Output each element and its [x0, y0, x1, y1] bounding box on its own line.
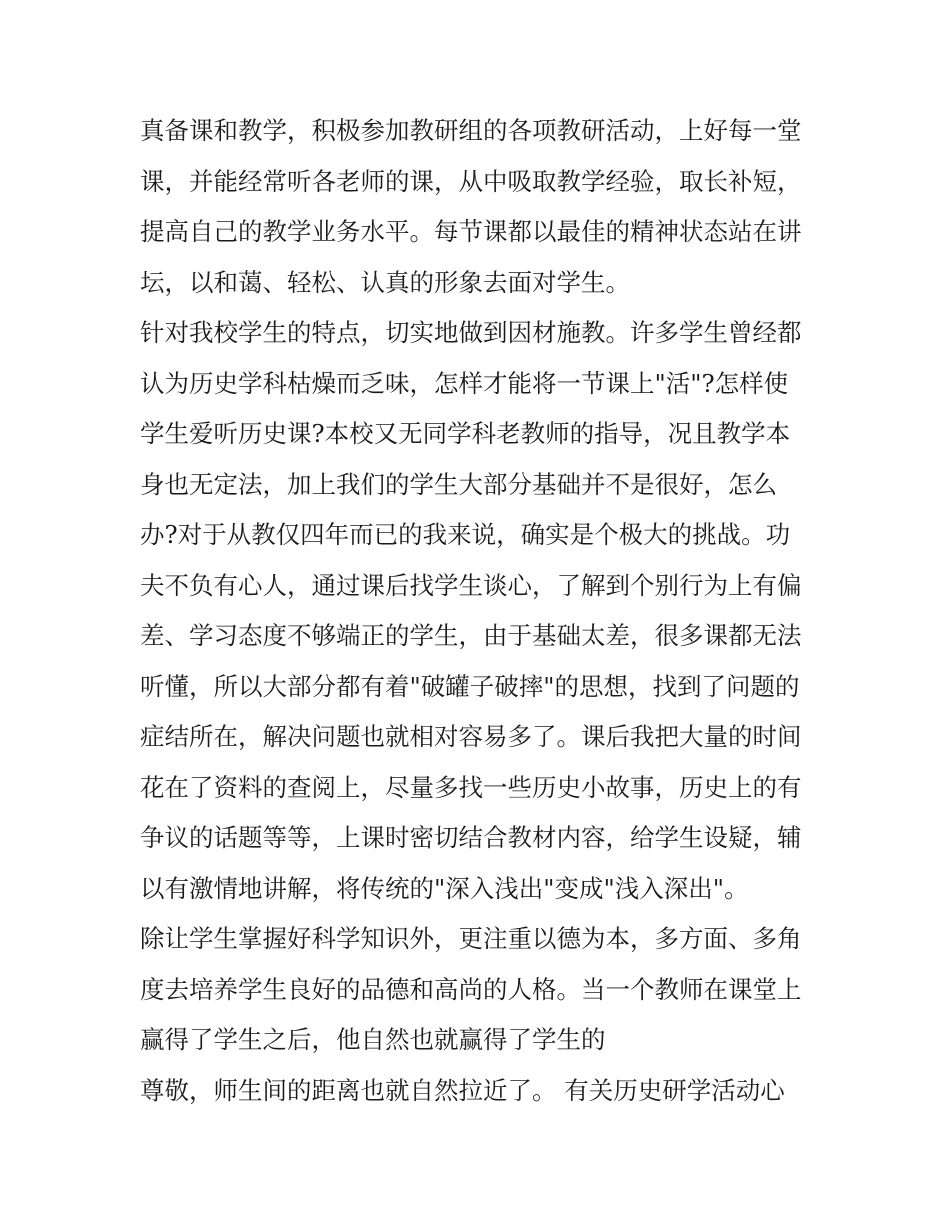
text-line: 针对我校学生的特点，切实地做到因材施教。许多学生曾经都	[140, 318, 802, 347]
text-line: 以有激情地讲解，将传统的"深入浅出"变成"浅入深出"。	[140, 873, 749, 903]
text-line: 课，并能经常听各老师的课，从中吸取教学经验，取长补短，	[140, 166, 802, 196]
text-line: 坛，以和蔼、轻松、认真的形象去面对学生。	[140, 267, 630, 297]
document-body	[140, 106, 820, 1116]
text-line: 办?对于从教仅四年而已的我来说，确实是个极大的挑战。功	[140, 520, 791, 549]
text-line: 认为历史学科枯燥而乏味，怎样才能将一节课上"活"?怎样使	[140, 368, 789, 398]
text-line: 学生爱听历史课?本校又无同学科老教师的指导，况且教学本	[140, 419, 791, 448]
text-line: 差、学习态度不够端正的学生，由于基础太差，很多课都无法	[140, 621, 802, 650]
text-line: 尊敬，师生间的距离也就自然拉近了。 有关历史研学活动心	[140, 1075, 785, 1105]
text-line: 真备课和教学，积极参加教研组的各项教研活动，上好每一堂	[140, 116, 802, 145]
text-line: 听懂，所以大部分都有着"破罐子破摔"的思想，找到了问题的	[140, 671, 800, 701]
text-line: 争议的话题等等，上课时密切结合教材内容，给学生设疑，辅	[140, 823, 802, 852]
text-line: 花在了资料的查阅上，尽量多找一些历史小故事，历史上的有	[140, 772, 802, 802]
text-line: 除让学生掌握好科学知识外，更注重以德为本，多方面、多角	[140, 924, 802, 953]
text-line: 赢得了学生之后，他自然也就赢得了学生的	[140, 1025, 606, 1054]
text-line: 度去培养学生良好的品德和高尚的人格。当一个教师在课堂上	[140, 974, 802, 1004]
text-line: 身也无定法，加上我们的学生大部分基础并不是很好，怎么	[140, 469, 777, 499]
text-line: 症结所在，解决问题也就相对容易多了。课后我把大量的时间	[140, 722, 802, 751]
text-line: 提高自己的教学业务水平。每节课都以最佳的精神状态站在讲	[140, 217, 802, 246]
text-line: 夫不负有心人，通过课后找学生谈心，了解到个别行为上有偏	[140, 570, 802, 600]
